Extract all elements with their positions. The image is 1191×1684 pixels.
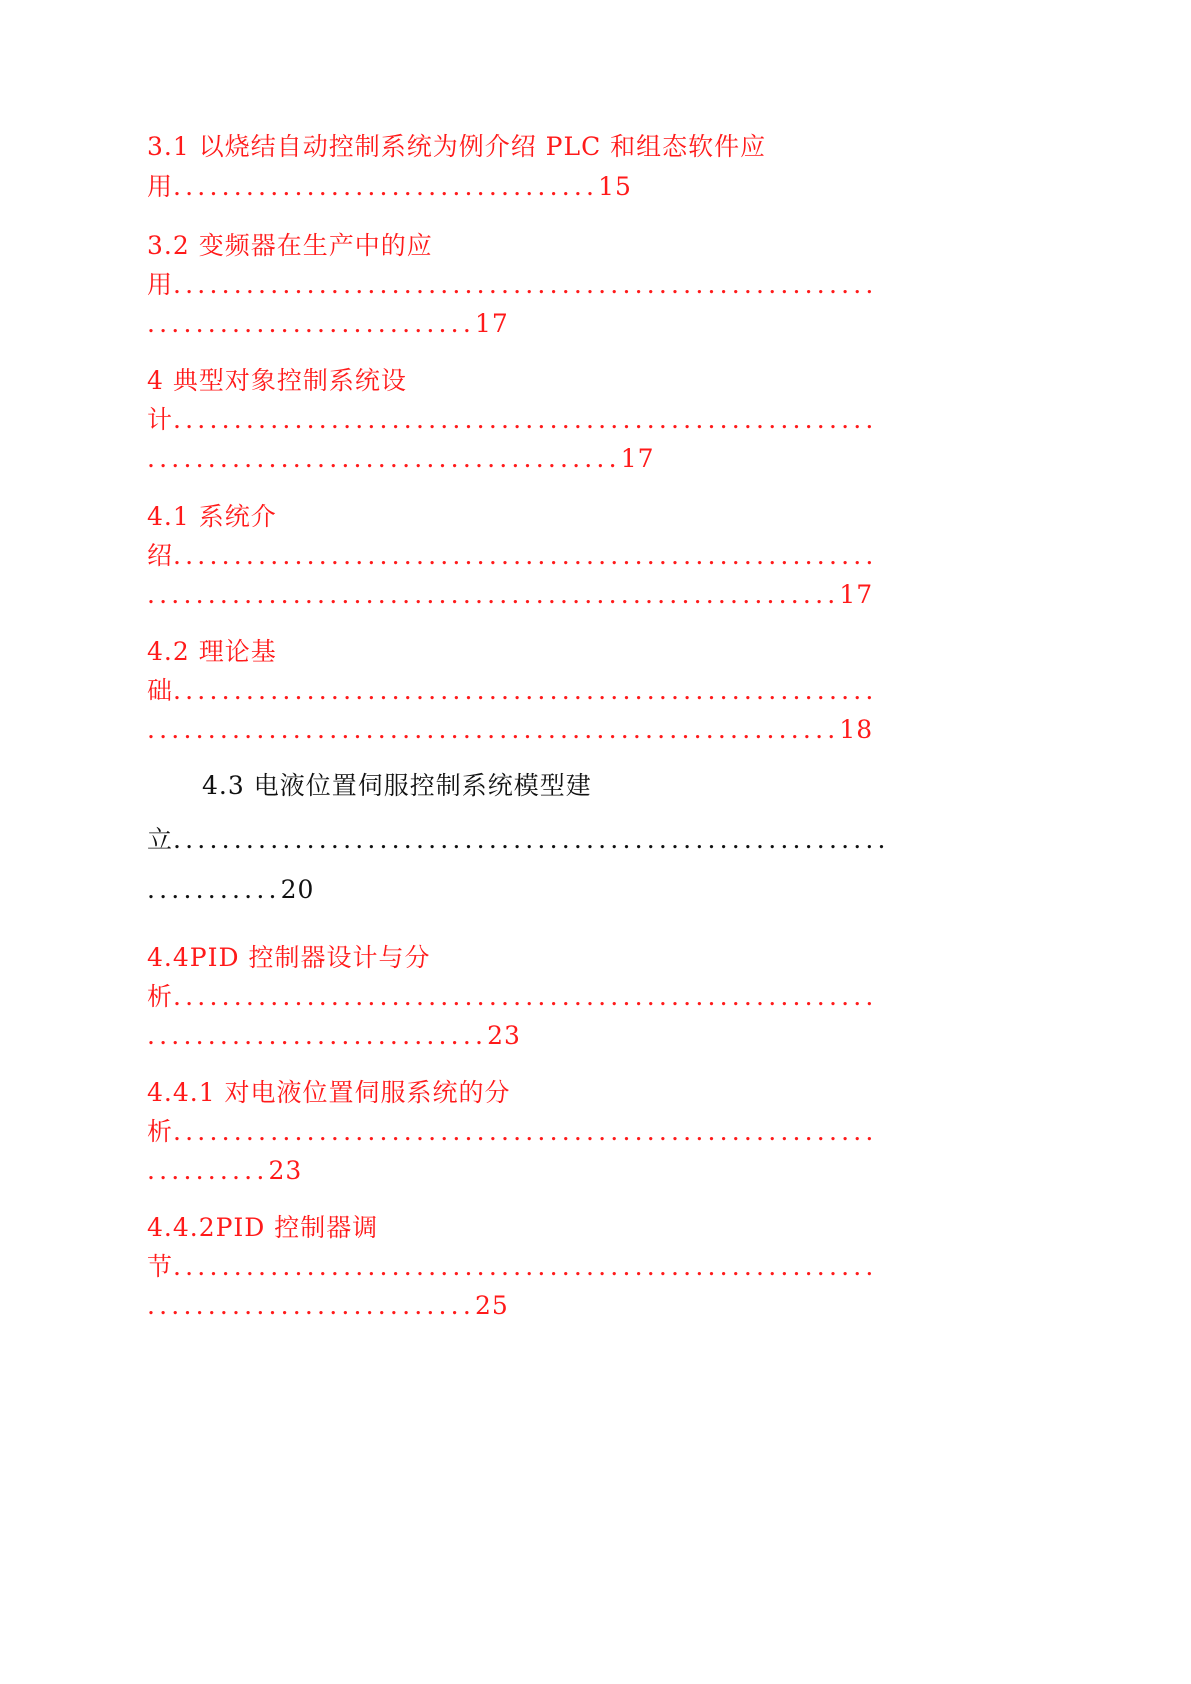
toc-entry-leader-continued[interactable] (147, 1021, 521, 1051)
toc-page-number: 15 (598, 172, 632, 201)
toc-entry-lead-char: 计 (147, 405, 174, 434)
toc-entry-title[interactable]: 4.2 理论基 (147, 637, 277, 666)
toc-entry-title[interactable]: 4.4.1 对电液位置伺服系统的分 (147, 1078, 511, 1107)
toc-entry-title[interactable]: 4.3 电液位置伺服控制系统模型建 (202, 771, 592, 800)
toc-entry-lead-char: 节 (147, 1252, 174, 1281)
toc-dot-leader: ........... (147, 875, 281, 904)
toc-dot-leader: .......................................................... (173, 1117, 878, 1146)
toc-entry-title[interactable]: 4.1 系统介 (147, 502, 277, 531)
toc-dot-leader: .......................................................... (173, 541, 878, 570)
toc-entry-leader-continued[interactable] (147, 580, 873, 610)
toc-entry-leader[interactable] (147, 172, 632, 202)
toc-entry-lead-char: 用 (147, 172, 174, 201)
toc-entry-lead-char: 析 (147, 1117, 174, 1146)
toc-dot-leader: ............................ (147, 1021, 488, 1050)
toc-dot-leader: ........................................................... (173, 825, 890, 854)
toc-entry-lead-char: 立 (147, 825, 174, 854)
toc-page-number: 18 (839, 715, 874, 744)
toc-entry-title[interactable]: 4.4PID 控制器设计与分 (147, 943, 431, 972)
toc-entry-leader[interactable] (147, 541, 878, 571)
toc-entry-leader[interactable] (147, 982, 878, 1012)
toc-dot-leader: ....................................... (147, 444, 621, 473)
toc-entry-title[interactable]: 3.1 以烧结自动控制系统为例介绍 PLC 和组态软件应 (147, 132, 767, 161)
toc-page-number: 25 (474, 1291, 509, 1320)
toc-entry-leader[interactable] (147, 1117, 878, 1147)
toc-entry-leader-continued[interactable] (147, 444, 655, 474)
toc-dot-leader: .......................................................... (173, 1252, 878, 1281)
toc-page-number: 23 (268, 1156, 303, 1185)
toc-entry-lead-char: 析 (147, 982, 174, 1011)
toc-dot-leader: .......................................................... (173, 676, 878, 705)
toc-page-number: 17 (620, 444, 655, 473)
toc-dot-leader: ......................................................... (147, 580, 840, 609)
toc-entry-lead-char: 绍 (147, 541, 174, 570)
toc-entry-title[interactable]: 3.2 变频器在生产中的应 (147, 231, 433, 260)
toc-page-number: 23 (487, 1021, 521, 1050)
toc-dot-leader: ................................... (173, 172, 599, 201)
toc-dot-leader: ......................................................... (147, 715, 840, 744)
toc-entry-leader[interactable] (147, 676, 878, 706)
toc-entry-lead-char: 础 (147, 676, 174, 705)
toc-entry-leader-continued[interactable] (147, 1291, 509, 1321)
toc-entry-leader-continued[interactable] (147, 715, 873, 745)
toc-entry-title[interactable]: 4.4.2PID 控制器调 (147, 1213, 379, 1242)
toc-dot-leader: .......................................................... (173, 270, 878, 299)
toc-dot-leader: .......... (147, 1156, 269, 1185)
toc-entry-leader[interactable] (147, 1252, 878, 1282)
toc-entry-lead-char: 用 (147, 270, 174, 299)
toc-entry-leader[interactable] (147, 270, 878, 300)
toc-dot-leader: .......................................................... (173, 405, 878, 434)
toc-entry-leader[interactable] (147, 825, 890, 855)
toc-entry-leader-continued[interactable] (147, 1156, 302, 1186)
toc-entry-leader-continued[interactable] (147, 875, 314, 905)
toc-dot-leader: ........................... (147, 1291, 475, 1320)
toc-page-number: 17 (839, 580, 874, 609)
toc-entry-leader[interactable] (147, 405, 878, 435)
toc-entry-leader-continued[interactable] (147, 309, 509, 339)
toc-page-number: 20 (280, 875, 315, 904)
toc-dot-leader: ........................... (147, 309, 475, 338)
toc-dot-leader: .......................................................... (173, 982, 878, 1011)
toc-page-number: 17 (474, 309, 509, 338)
toc-entry-title[interactable]: 4 典型对象控制系统设 (147, 366, 407, 395)
